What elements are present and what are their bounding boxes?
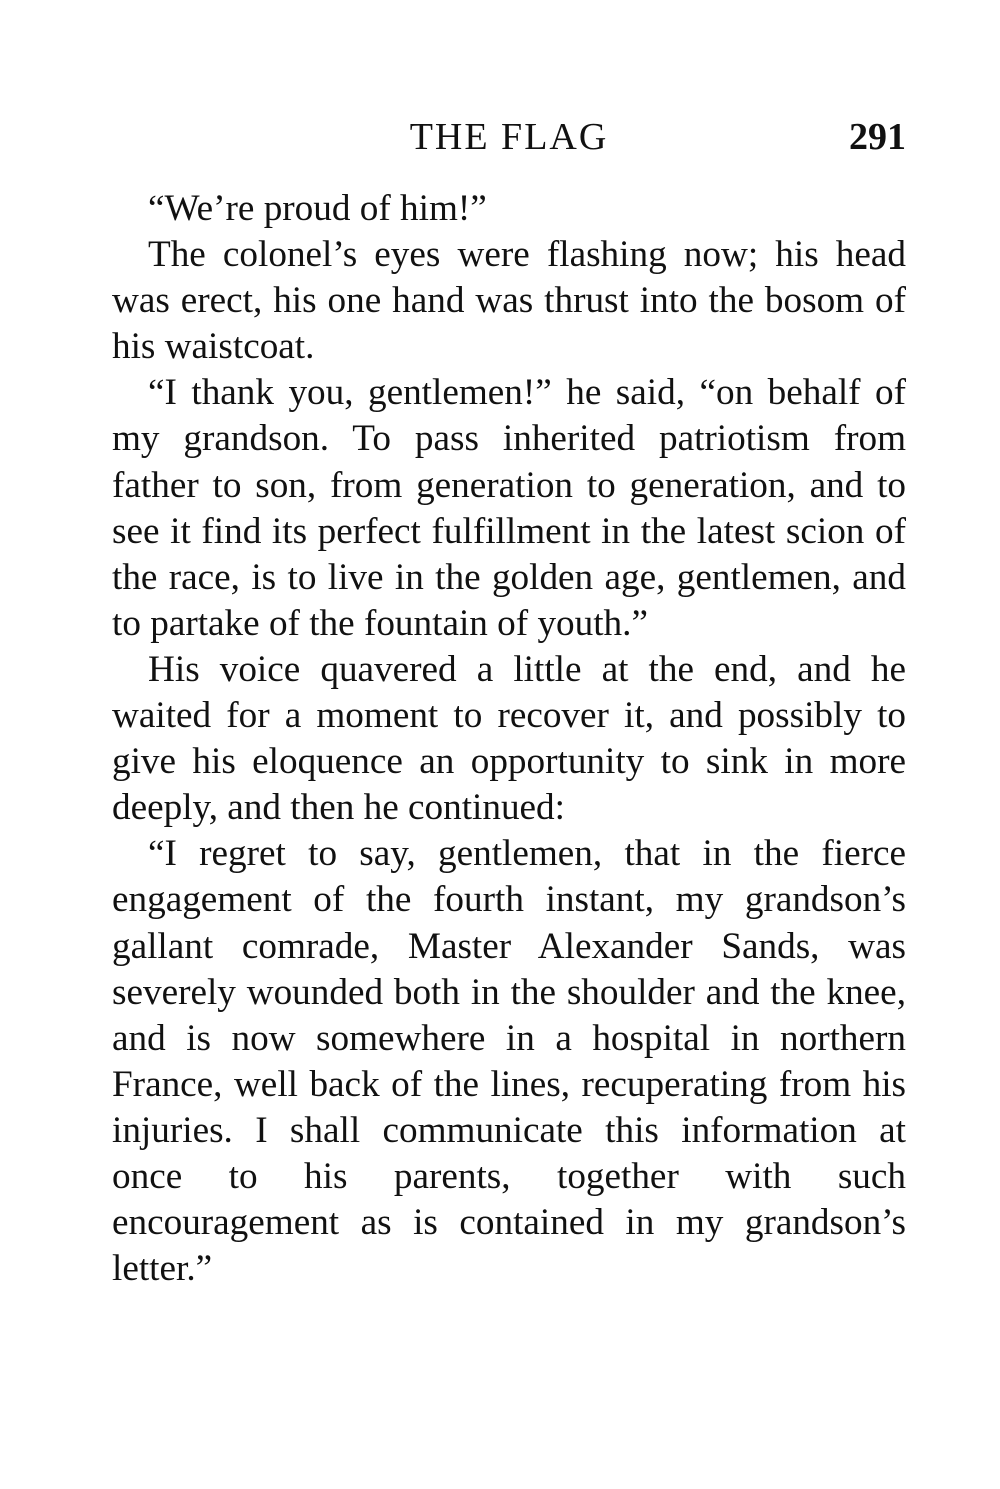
body-text (112, 186, 906, 1292)
page-number: 291 (849, 116, 906, 158)
running-head (112, 112, 906, 162)
paragraph: “I thank you, gentlemen!” he said, “on behalf of my grandson. To pass inherited patriotism from father to son, from generation to generation, and to see it find its perfect fulfillment in the latest scion of the race, is to live in the golden age, gentlemen, and to partake of the fountain of youth.” (112, 372, 906, 644)
paragraph: “I regret to say, gentlemen, that in the fierce engagement of the fourth instant, my grandson’s gallant comrade, Master Alexander Sands, was severely wounded both in the shoulder and the knee, and is now somewhere in a hospital in northern France, well back of the lines, recuperating from his injuries. I shall communicate this information at once to his parents, together with such encouragement as is contained in my grandson’s letter.” (112, 833, 906, 1290)
paragraph: “We’re proud of him!” (148, 188, 487, 229)
running-title: THE FLAG (409, 116, 609, 158)
paragraph: The colonel’s eyes were flashing now; his head was erect, his one hand was thrust into the bosom of his waistcoat. (112, 234, 906, 368)
paragraph: His voice quavered a little at the end, and he waited for a moment to recover it, and possibly to give his eloquence an opportunity to sink in more deeply, and then he continued: (112, 648, 906, 829)
